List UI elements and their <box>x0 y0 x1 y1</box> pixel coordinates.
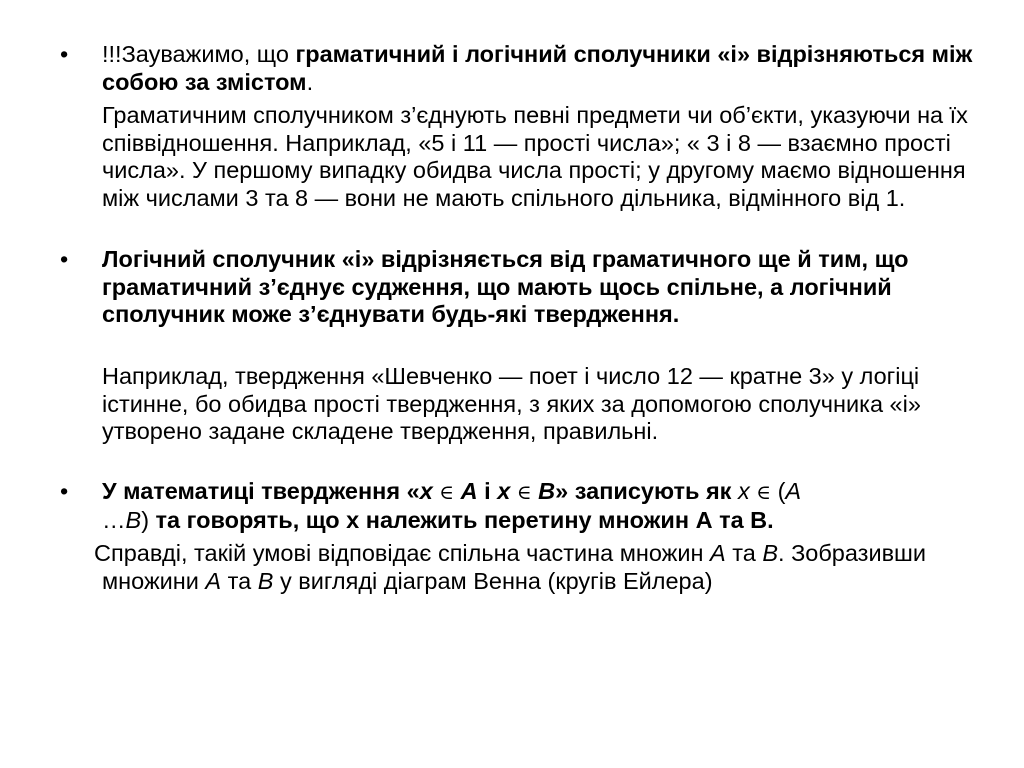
bullet-marker: • <box>60 41 69 67</box>
bullet-marker: • <box>60 246 69 272</box>
var-x: x <box>497 478 511 504</box>
note-prefix: !!!Зауважимо, що <box>102 41 296 67</box>
conj-and: та <box>221 567 258 594</box>
bullet-logical-conjunction: Логічний сполучник «і» відрізняється від граматичного ще й тим, що граматичний з’єднує судження, що мають щось спільне, а логічний сполучник може з’єднувати будь-які твердження. <box>102 246 909 327</box>
math-written-as: » записують як <box>555 478 738 504</box>
paren-close: ) <box>141 506 150 533</box>
venn-text-1: Справді, такій умові відповідає спільна частина множин <box>94 540 710 566</box>
math-intro: У математиці твердження « <box>102 478 420 504</box>
set-b: B <box>538 478 556 504</box>
set-b: B <box>257 567 274 594</box>
bullet-math-notation <box>102 478 982 534</box>
ellipsis: … <box>102 506 126 533</box>
note-period: . <box>306 68 314 95</box>
paren-open: ( <box>771 478 786 504</box>
var-x: x <box>737 478 750 504</box>
set-a: A <box>205 567 222 594</box>
paragraph-example-shevchenko: Наприклад, твердження «Шевченко — поет і число 12 — кратне 3» у логіці істинне, бо обидва прості твердження, з яких за допомогою сполучника «і» утворено задане складене твердження, правильні. <box>102 363 921 444</box>
math-intersection-text: та говорять, що x належить перетину множин А та В. <box>149 506 774 533</box>
paragraph-grammatical-conjunction: Граматичним сполучником з’єднують певні предмети чи об’єкти, указуючи на їх співвідношення. Наприклад, «5 і 11 — прості числа»; « 3 і 8 — взаємно прості числа». У першому випадку обидва числа прості; у другому маємо відношення між числами 3 та 8 — вони не мають спільного дільника, відмінного від 1. <box>102 102 968 211</box>
bullet-marker: • <box>60 478 69 504</box>
set-a: A <box>710 540 726 566</box>
conj-and: і <box>477 478 498 504</box>
set-b: B <box>125 506 142 533</box>
set-b: B <box>762 540 779 566</box>
venn-text-2: . Зобразивши множини <box>102 540 927 594</box>
set-a: A <box>785 478 802 504</box>
paragraph-venn-diagram <box>94 540 982 595</box>
set-a: A <box>460 478 478 504</box>
element-of-symbol: ∈ <box>516 480 532 504</box>
venn-text-3: у вигляді діаграм Венна (кругів Ейлера) <box>273 567 713 594</box>
element-of-symbol: ∈ <box>756 480 772 504</box>
var-x: x <box>419 478 433 504</box>
conj-and: та <box>725 540 763 566</box>
note-emphasis: граматичний і логічний сполучники «і» відрізняються між собою за змістом <box>102 41 973 95</box>
element-of-symbol: ∈ <box>439 480 455 504</box>
bullet-note-grammatical-logical <box>102 41 982 96</box>
